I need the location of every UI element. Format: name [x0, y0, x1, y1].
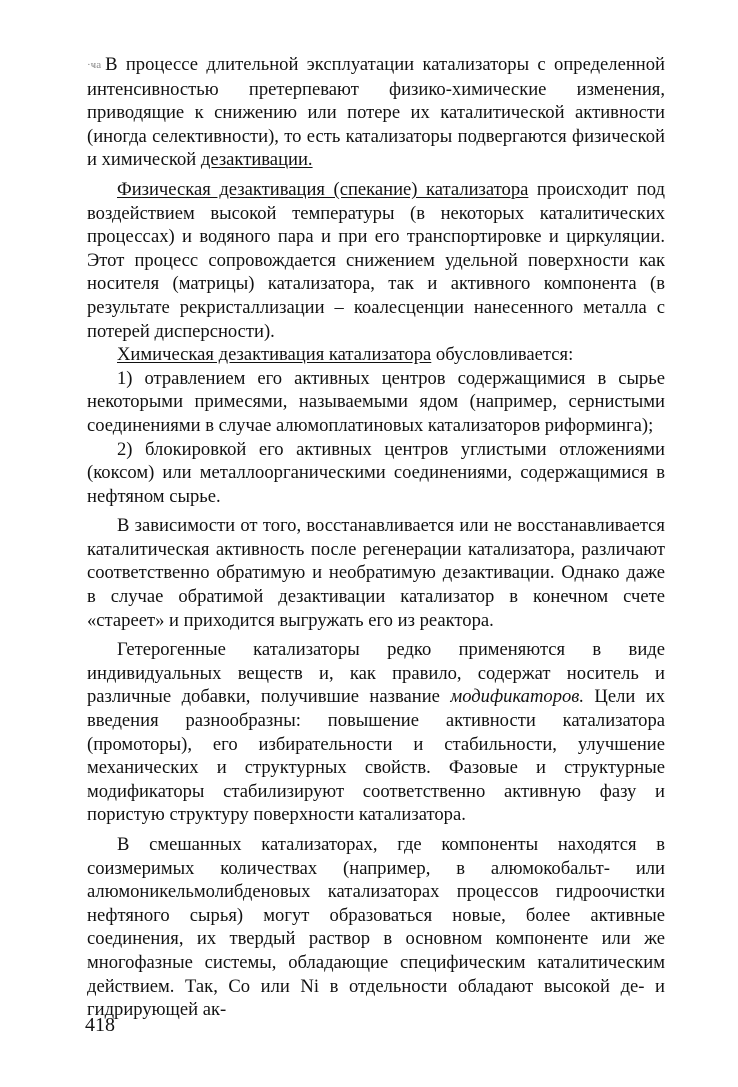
paragraph-text: В зависимости от того, восстанавливается или не восстанавливается каталитическая активность после регенерации катализатора, различают соответственно обратимую и необратимую дезактивации. Однако даже в случае обратимой дезактивации катализатор в конечном счете «стареет» и приходится выгружать его из реактора.: [87, 515, 665, 631]
paragraph-text: происходит под воздействием высокой температуры (в некоторых каталитических процессах) и водяного пара и при его транспортировке и циркуляции. Этот процесс сопровождается снижением удельной поверхности как носителя (матрицы) катализатора, так и активного компонента (в результате рекристаллизации – коалесценции нанесенного металла с потерей дисперсности).: [87, 178, 665, 342]
term-chemical-deactivation: Химическая дезактивация катализатора: [117, 344, 432, 366]
term-modifiers: модификаторов.: [450, 686, 585, 708]
paragraph-physical-deactivation: [87, 178, 665, 343]
paragraph-modifiers: [87, 638, 665, 827]
paragraph-chemical-deactivation: [87, 343, 665, 367]
paragraph-text: Цели их введения разнообразны: повышение активности катализатора (промоторы), его избирательности и стабильности, улучшение механических и структурных свойств. Фазовые и структурные модификаторы стабилизируют соответственно активную фазу и пористую структуру поверхности катализатора.: [87, 686, 665, 826]
paragraph-text: 1) отравлением его активных центров содержащимися в сырье некоторыми примесями, называемыми ядом (например, сернистыми соединениями в случае алюмоплатиновых катализаторов риформинга);: [87, 367, 665, 436]
list-item-poisoning: [87, 367, 665, 438]
margin-mark: ·ҹa: [87, 59, 102, 71]
page-number: 418: [85, 1014, 115, 1036]
list-item-blocking: [87, 438, 665, 509]
paragraph-text: Гетерогенные катализаторы редко применяются в виде индивидуальных веществ и, как правило, содержат носитель и различные добавки, получившие название: [87, 639, 665, 708]
paragraph-text: 2) блокировкой его активных центров углистыми отложениями (коксом) или металлоорганическими соединениями, содержащимися в нефтяном сырье.: [87, 438, 665, 507]
term-deactivation: дезактивации.: [200, 149, 313, 171]
term-physical-deactivation: Физическая дезактивация (спекание) катализатора: [117, 178, 529, 200]
page-body: [87, 53, 665, 1022]
paragraph-text: обусловливается:: [431, 344, 574, 366]
paragraph-reversible-deactivation: [87, 514, 665, 632]
paragraph-text: В смешанных катализаторах, где компоненты находятся в соизмеримых количествах (например, в алюмокобальт- или алюмоникельмолибденовых катализаторах процессов гидроочистки нефтяного сырья) могут образоваться новые, более активные соединения, их твердый раствор в основном компоненте или же многофазные системы, обладающие специфическим каталитическим действием. Так, Со или Ni в отдельности обладают высокой де- и гидрирующей ак-: [87, 834, 665, 1021]
paragraph-deactivation-intro: [87, 53, 665, 172]
paragraph-text: В процессе длительной эксплуатации катализаторы с определенной интенсивностью претерпевают физико-химические изменения, приводящие к снижению или потере их каталитической активности (иногда селективности), то есть катализаторы подвергаются физической и химической: [87, 54, 665, 171]
paragraph-mixed-catalysts: [87, 833, 665, 1022]
